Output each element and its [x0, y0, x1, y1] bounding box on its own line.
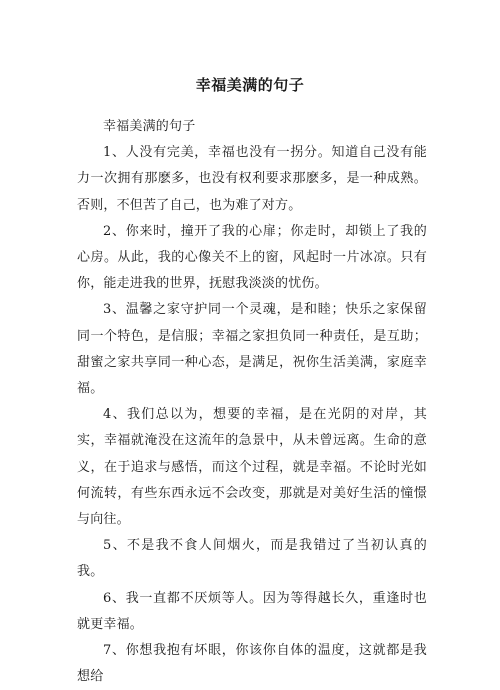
paragraph-1: 1、人没有完美，幸福也没有一拐分。知道自己没有能力一次拥有那麽多，也没有权利要求那麽多，是一种成熟。否则，不但苦了自己，也为难了对方。 — [77, 145, 427, 213]
paragraph-2: 2、你来时，撞开了我的心扉；你走时，却锁上了我的心房。从此，我的心像关不上的窗，风起时一片冰凉。只有你，能走进我的世界，抚慰我淡淡的忧伤。 — [77, 223, 427, 292]
paragraph-6: 6、我一直都不厌烦等人。因为等得越长久，重逢时也就更幸福。 — [77, 590, 427, 632]
paragraph-4: 4、我们总以为，想要的幸福，是在光阴的对岸，其实，幸福就淹没在这流年的急景中，从未曾远离。生命的意义，在于追求与感悟，而这个过程，就是幸福。不论时光如何流转，有些东西永远不会改变，那就是对美好生活的憧憬与向往。 — [77, 407, 427, 528]
subtitle-paragraph: 幸福美满的句子 — [103, 119, 196, 134]
document-title: 幸福美满的句子 — [195, 76, 305, 94]
paragraph-5: 5、不是我不食人间烟火，而是我错过了当初认真的我。 — [77, 538, 427, 580]
paragraph-7: 7、你想我抱有坏眼，你该你自体的温度，这就都是我想给 — [77, 643, 427, 685]
document-body — [77, 114, 427, 690]
paragraph-3: 3、温馨之家守护同一个灵魂，是和睦；快乐之家保留同一个特色，是信服；幸福之家担负同一种责任，是互助；甜蜜之家共享同一种心态，是满足，祝你生活美满，家庭幸福。 — [77, 302, 427, 397]
